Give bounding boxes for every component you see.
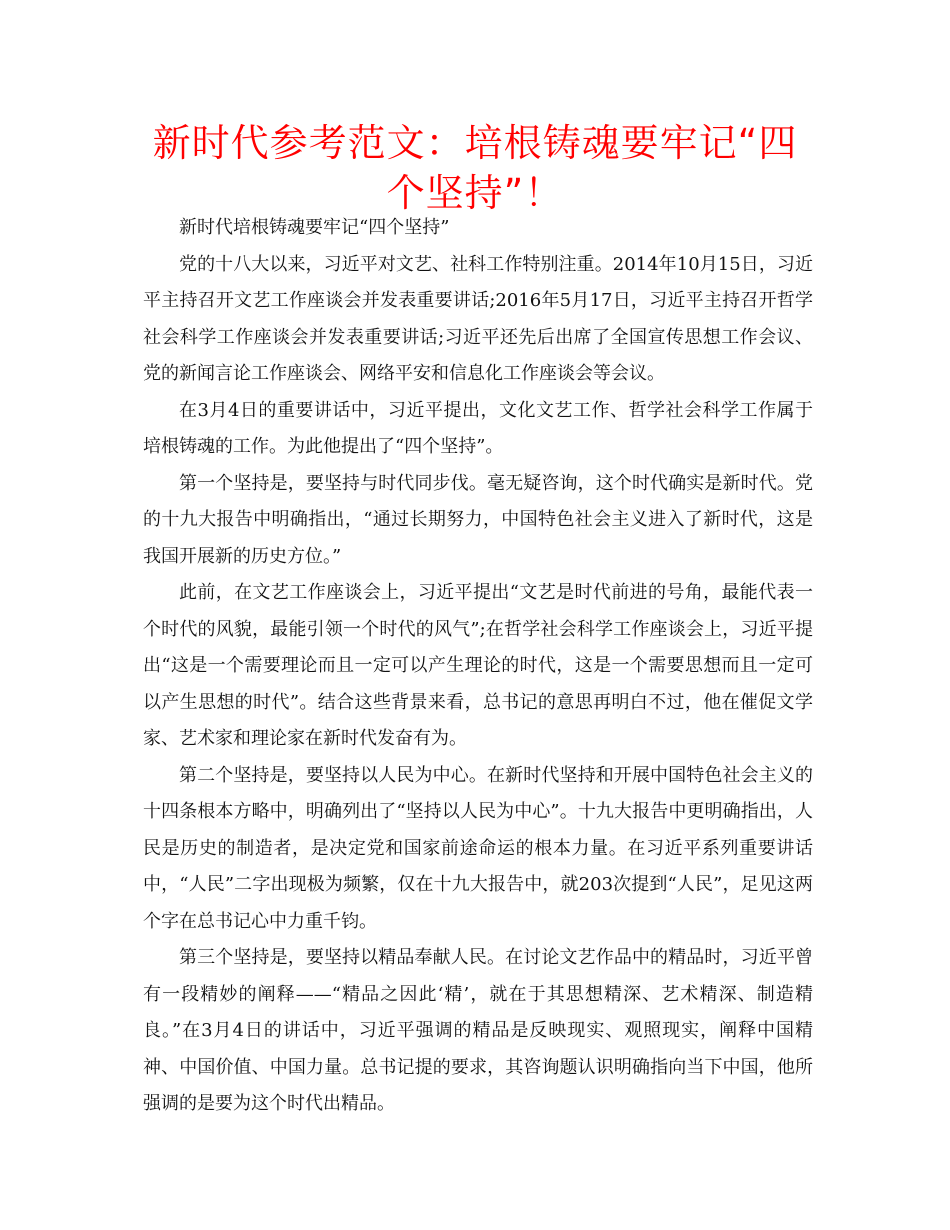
paragraph-subtitle: 新时代培根铸魂要牢记“四个坚持” — [179, 217, 450, 238]
paragraph-5: 第二个坚持是，要坚持以人民为中心。在新时代坚持和开展中国特色社会主义的十四条根本方略中，明确列出了“坚持以人民为中心”。十九大报告中更明确指出，人民是历史的制造者，是决定党和国家前途命运的根本力量。在习近平系列重要讲话中，“人民”二字出现极为频繁，仅在十九大报告中，就203次提到“人民”，足见这两个字在总书记心中力重千钧。 — [143, 764, 813, 932]
document-title: 新时代参考范文：培根铸魂要牢记“四个坚持”！ — [152, 121, 798, 215]
paragraph-2: 在3月4日的重要讲话中，习近平提出，文化文艺工作、哲学社会科学工作属于培根铸魂的工作。为此他提出了“四个坚持”。 — [143, 399, 813, 457]
paragraph-3: 第一个坚持是，要坚持与时代同步伐。毫无疑咨询，这个时代确实是新时代。党的十九大报告中明确指出，“通过长期努力，中国特色社会主义进入了新时代，这是我国开展新的历史方位。” — [143, 472, 813, 567]
paragraph-1: 党的十八大以来，习近平对文艺、社科工作特别注重。2014年10月15日，习近平主持召开文艺工作座谈会并发表重要讲话;2016年5月17日，习近平主持召开哲学社会科学工作座谈会并发表重要讲话;习近平还先后出席了全国宣传思想工作会议、党的新闻言论工作座谈会、网络平安和信息化工作座谈会等会议。 — [143, 253, 813, 384]
document-body — [143, 210, 813, 1123]
paragraph-4: 此前，在文艺工作座谈会上，习近平提出“文艺是时代前进的号角，最能代表一个时代的风貌，最能引领一个时代的风气”;在哲学社会科学工作座谈会上，习近平提出“这是一个需要理论而且一定可以产生理论的时代，这是一个需要思想而且一定可以产生思想的时代”。结合这些背景来看，总书记的意思再明白不过，他在催促文学家、艺术家和理论家在新时代发奋有为。 — [143, 582, 813, 749]
paragraph-6: 第三个坚持是，要坚持以精品奉献人民。在讨论文艺作品中的精品时，习近平曾有一段精妙的阐释——“精品之因此‘精’，就在于其思想精深、艺术精深、制造精良。”在3月4日的讲话中，习近平强调的精品是反映现实、观照现实，阐释中国精神、中国价值、中国力量。总书记提的要求，其咨询题认识明确指向当下中国，他所强调的是要为这个时代出精品。 — [143, 947, 813, 1114]
